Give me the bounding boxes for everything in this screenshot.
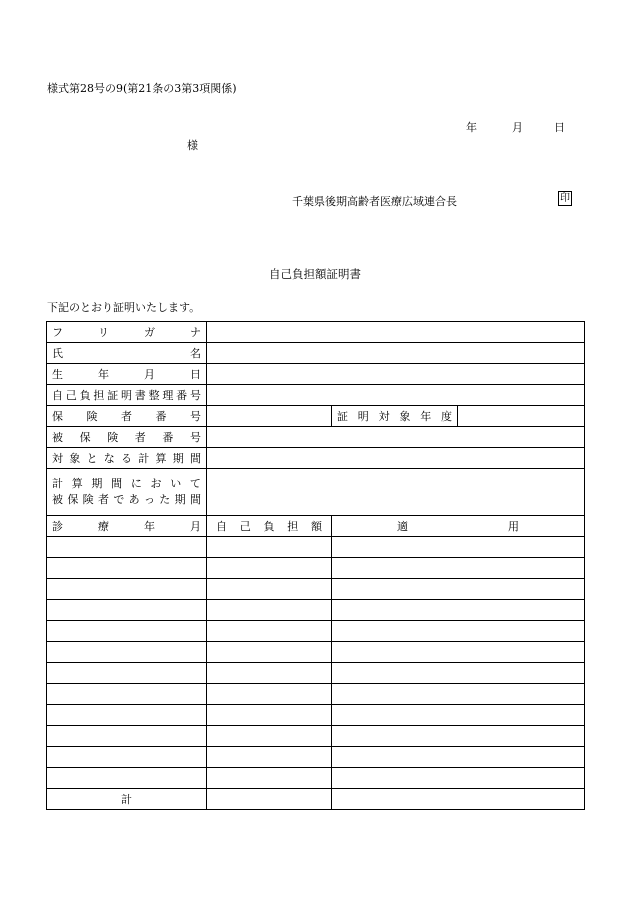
detail-amount[interactable]: [207, 768, 332, 789]
label-insured-number-text: 被 保 険 者 番 号: [52, 431, 201, 444]
label-insured-period: [47, 469, 207, 516]
issuer-name: 千葉県後期高齢者医療広域連合長: [292, 195, 457, 208]
intro-text: 下記のとおり証明いたします。: [47, 301, 201, 314]
row-insured-period: [47, 469, 585, 516]
detail-row: [47, 726, 585, 747]
row-certificate-number: [47, 385, 585, 406]
detail-note[interactable]: [332, 747, 585, 768]
label-name: [47, 343, 207, 364]
detail-month[interactable]: [47, 768, 207, 789]
detail-note[interactable]: [332, 705, 585, 726]
detail-row: [47, 663, 585, 684]
row-detail-header: [47, 516, 585, 537]
label-calc-period: [47, 448, 207, 469]
header-note: 適 用: [332, 516, 585, 537]
row-insured-number: [47, 427, 585, 448]
detail-note[interactable]: [332, 642, 585, 663]
detail-amount[interactable]: [207, 684, 332, 705]
certificate-table: [46, 321, 585, 810]
label-furigana: [47, 322, 207, 343]
total-amount[interactable]: [207, 789, 332, 810]
detail-note[interactable]: [332, 621, 585, 642]
detail-row: [47, 768, 585, 789]
value-insurer-number[interactable]: [207, 406, 332, 427]
detail-month[interactable]: [47, 600, 207, 621]
detail-month[interactable]: [47, 621, 207, 642]
value-name[interactable]: [207, 343, 585, 364]
detail-month[interactable]: [47, 705, 207, 726]
detail-amount[interactable]: [207, 537, 332, 558]
detail-row: [47, 747, 585, 768]
detail-amount[interactable]: [207, 621, 332, 642]
label-target-year-text: 証 明 対 象 年 度: [337, 410, 452, 423]
detail-month[interactable]: [47, 684, 207, 705]
value-furigana[interactable]: [207, 322, 585, 343]
value-insured-number[interactable]: [207, 427, 585, 448]
detail-note[interactable]: [332, 579, 585, 600]
detail-row: [47, 684, 585, 705]
detail-amount[interactable]: [207, 558, 332, 579]
date-day-label: 日: [554, 121, 565, 134]
detail-row: [47, 600, 585, 621]
seal-mark: 印: [560, 193, 570, 204]
label-birthdate: [47, 364, 207, 385]
detail-amount[interactable]: [207, 726, 332, 747]
row-furigana: [47, 322, 585, 343]
date-month-label: 月: [512, 121, 523, 134]
label-calc-period-text: 対 象 と な る 計 算 期 間: [52, 452, 201, 465]
detail-amount[interactable]: [207, 579, 332, 600]
header-month: [47, 516, 207, 537]
row-birthdate: [47, 364, 585, 385]
detail-note[interactable]: [332, 537, 585, 558]
detail-note[interactable]: [332, 600, 585, 621]
row-name: [47, 343, 585, 364]
label-furigana-text: フ リ ガ ナ: [52, 326, 201, 339]
detail-note[interactable]: [332, 726, 585, 747]
row-insurer-number: [47, 406, 585, 427]
detail-month[interactable]: [47, 642, 207, 663]
detail-amount[interactable]: [207, 600, 332, 621]
detail-note[interactable]: [332, 558, 585, 579]
label-birthdate-text: 生 年 月 日: [52, 368, 201, 381]
detail-row: [47, 642, 585, 663]
detail-note[interactable]: [332, 684, 585, 705]
detail-row: [47, 621, 585, 642]
detail-row: [47, 537, 585, 558]
row-total: [47, 789, 585, 810]
label-total: 計: [47, 789, 207, 810]
row-calc-period: [47, 448, 585, 469]
total-note[interactable]: [332, 789, 585, 810]
detail-month[interactable]: [47, 558, 207, 579]
label-target-year: [332, 406, 458, 427]
detail-amount[interactable]: [207, 663, 332, 684]
detail-note[interactable]: [332, 663, 585, 684]
detail-month[interactable]: [47, 537, 207, 558]
date-year-label: 年: [466, 121, 477, 134]
detail-amount[interactable]: [207, 747, 332, 768]
date-line: [466, 119, 565, 135]
label-certificate-number: [47, 385, 207, 406]
form-number: 様式第28号の9(第21条の3第3項関係): [47, 82, 237, 95]
detail-month[interactable]: [47, 747, 207, 768]
detail-row: [47, 558, 585, 579]
detail-amount[interactable]: [207, 705, 332, 726]
detail-month[interactable]: [47, 726, 207, 747]
detail-row: [47, 579, 585, 600]
header-month-text: 診 療 年 月: [52, 520, 201, 533]
value-target-year[interactable]: [458, 406, 585, 427]
value-birthdate[interactable]: [207, 364, 585, 385]
label-insured-period-line1: 計 算 期 間 に お い て: [52, 477, 201, 490]
header-amount: 自 己 負 担 額: [207, 516, 332, 537]
detail-row: [47, 705, 585, 726]
document-title: 自己負担額証明書: [269, 267, 361, 281]
detail-amount[interactable]: [207, 642, 332, 663]
value-certificate-number[interactable]: [207, 385, 585, 406]
label-insured-period-line2: 被 保 険 者 で あ っ た 期 間: [52, 493, 201, 506]
detail-note[interactable]: [332, 768, 585, 789]
value-insured-period[interactable]: [207, 469, 585, 516]
value-calc-period[interactable]: [207, 448, 585, 469]
detail-month[interactable]: [47, 663, 207, 684]
addressee-suffix: 様: [187, 139, 198, 152]
detail-month[interactable]: [47, 579, 207, 600]
label-name-text: 氏 名: [52, 347, 201, 360]
label-insurer-number-text: 保 険 者 番 号: [52, 410, 201, 423]
label-certificate-number-text: 自 己 負 担 証 明 書 整 理 番 号: [52, 389, 201, 402]
label-insurer-number: [47, 406, 207, 427]
label-insured-number: [47, 427, 207, 448]
